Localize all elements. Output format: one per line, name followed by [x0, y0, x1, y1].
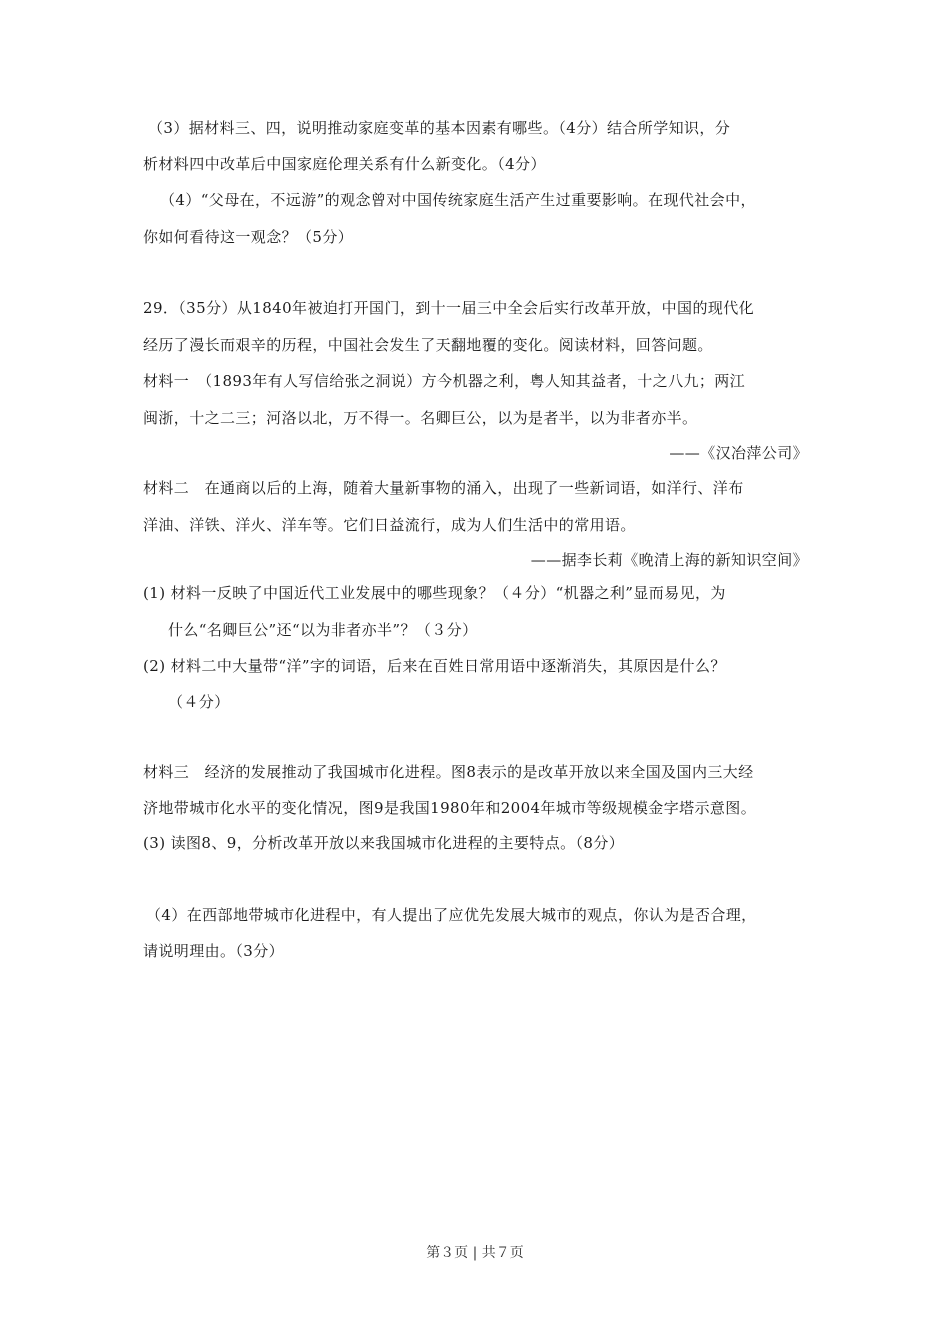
- question-29-intro-line-1: 29．（35分）从1840年被迫打开国门，到十一届三中全会后实行改革开放，中国的现代化: [143, 299, 755, 317]
- material-1-source: ——《汉冶萍公司》: [669, 444, 808, 462]
- prev-question-4-line-2: 你如何看待这一观念？（5分）: [143, 228, 354, 246]
- question-29-intro-line-2: 经历了漫长而艰辛的历程，中国社会发生了天翻地覆的变化。阅读材料，回答问题。: [143, 336, 713, 354]
- prev-question-3-line-2: 析材料四中改革后中国家庭伦理关系有什么新变化。（4分）: [143, 155, 546, 173]
- sub-question-1-line-1: (1) 材料一反映了中国近代工业发展中的哪些现象？（４分）“机器之利”显而易见，为: [143, 584, 726, 602]
- page-number-footer: 第３页 | 共７页: [426, 1245, 524, 1261]
- material-3-line-2: 济地带城市化水平的变化情况，图9是我国1980年和2004年城市等级规模金字塔示意图。: [143, 799, 757, 817]
- material-3-line-1: 材料三 经济的发展推动了我国城市化进程。图8表示的是改革开放以来全国及国内三大经: [143, 763, 754, 781]
- material-2-line-2: 洋油、洋铁、洋火、洋车等。它们日益流行，成为人们生活中的常用语。: [143, 516, 636, 534]
- material-2-line-1: 材料二 在通商以后的上海，随着大量新事物的涌入，出现了一些新词语，如洋行、洋布: [143, 479, 744, 497]
- material-1-line-2: 闽浙，十之二三；河洛以北，万不得一。名卿巨公，以为是者半，以为非者亦半。: [143, 409, 698, 427]
- sub-question-1-line-2: 什么“名卿巨公”还“以为非者亦半”？（３分）: [168, 621, 478, 639]
- material-1-line-1: 材料一 （1893年有人写信给张之洞说）方今机器之利，粤人知其益者，十之八九；两江: [143, 372, 746, 390]
- prev-question-3-line-1: （3）据材料三、四，说明推动家庭变革的基本因素有哪些。（4分）结合所学知识，分: [148, 119, 731, 137]
- prev-question-4-line-1: （4）“父母在，不远游”的观念曾对中国传统家庭生活产生过重要影响。在现代社会中，: [160, 191, 756, 209]
- sub-question-2-line-1: (2) 材料二中大量带“洋”字的词语，后来在百姓日常用语中逐渐消失，其原因是什么？: [143, 657, 726, 675]
- sub-question-4-line-1: （4）在西部地带城市化进程中，有人提出了应优先发展大城市的观点，你认为是否合理，: [146, 906, 757, 924]
- material-2-source: ——据李长莉《晚清上海的新知识空间》: [530, 551, 808, 569]
- sub-question-2-line-2: （４分）: [168, 693, 230, 711]
- sub-question-3: (3) 读图8、9，分析改革开放以来我国城市化进程的主要特点。（8分）: [143, 834, 625, 852]
- sub-question-4-line-2: 请说明理由。（3分）: [143, 942, 285, 960]
